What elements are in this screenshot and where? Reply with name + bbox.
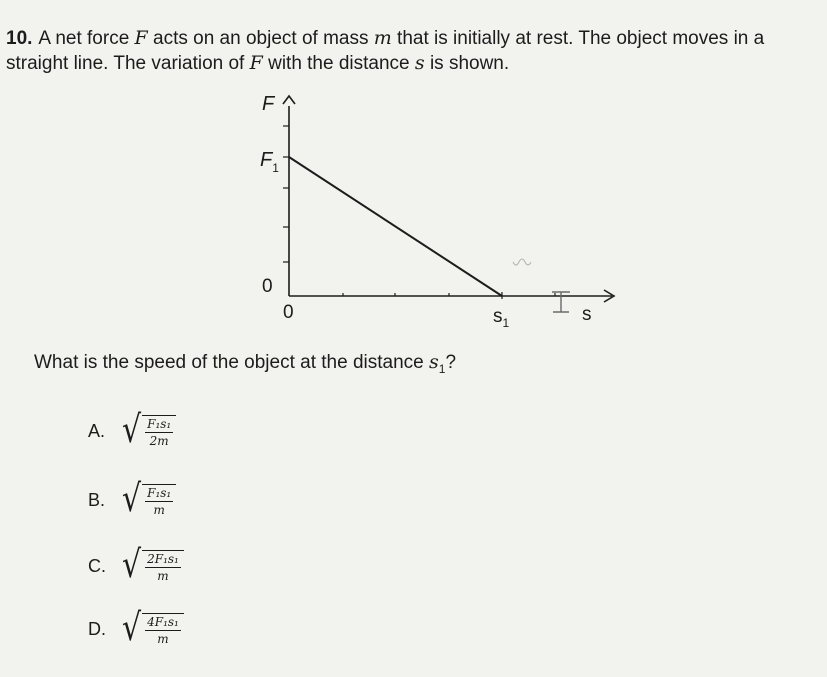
question-number: 10. bbox=[6, 28, 33, 49]
sqrt-sign: √ bbox=[122, 407, 142, 452]
option-c[interactable] bbox=[88, 542, 184, 587]
option-formula: √ $\frac{\text{F₁s₁}}{m}$ bbox=[122, 484, 176, 517]
x-tick-label-s1: $s_1$ bbox=[493, 306, 510, 330]
option-letter: D. bbox=[88, 618, 106, 639]
sqrt-sign: √ bbox=[122, 605, 142, 650]
force-line bbox=[289, 157, 502, 296]
y-origin-label: 0 bbox=[262, 276, 273, 297]
y-axis-arrow bbox=[283, 96, 295, 104]
option-letter: A. bbox=[88, 420, 106, 441]
option-a[interactable] bbox=[88, 407, 176, 452]
option-formula: √ $\frac{\text{2F₁s₁}}{m}$ bbox=[122, 550, 184, 583]
y-axis-label: F bbox=[262, 93, 275, 115]
x-axis-label: s bbox=[582, 304, 592, 325]
option-formula: √ $\frac{\text{F₁s₁}}{2m}$ bbox=[122, 415, 176, 448]
option-letter: B. bbox=[88, 489, 106, 510]
sqrt-sign: √ bbox=[122, 476, 142, 521]
y-tick-label-f1: $F_1$ bbox=[260, 149, 279, 175]
option-letter: C. bbox=[88, 555, 106, 576]
option-b[interactable] bbox=[88, 476, 176, 521]
sub-question-text: What is the speed of the object at the distance $s_1$? bbox=[34, 351, 457, 376]
x-origin-label: 0 bbox=[283, 302, 294, 323]
question-text: 10. A net force F acts on an object of mass m that is initially at rest. The object moves in a straight line. The variation of F with the distance s is shown. bbox=[6, 27, 765, 74]
sqrt-sign: √ bbox=[122, 542, 142, 587]
pencil-mark bbox=[513, 259, 531, 265]
option-d[interactable] bbox=[88, 605, 184, 650]
option-formula: √ $\frac{\text{4F₁s₁}}{m}$ bbox=[122, 613, 184, 646]
